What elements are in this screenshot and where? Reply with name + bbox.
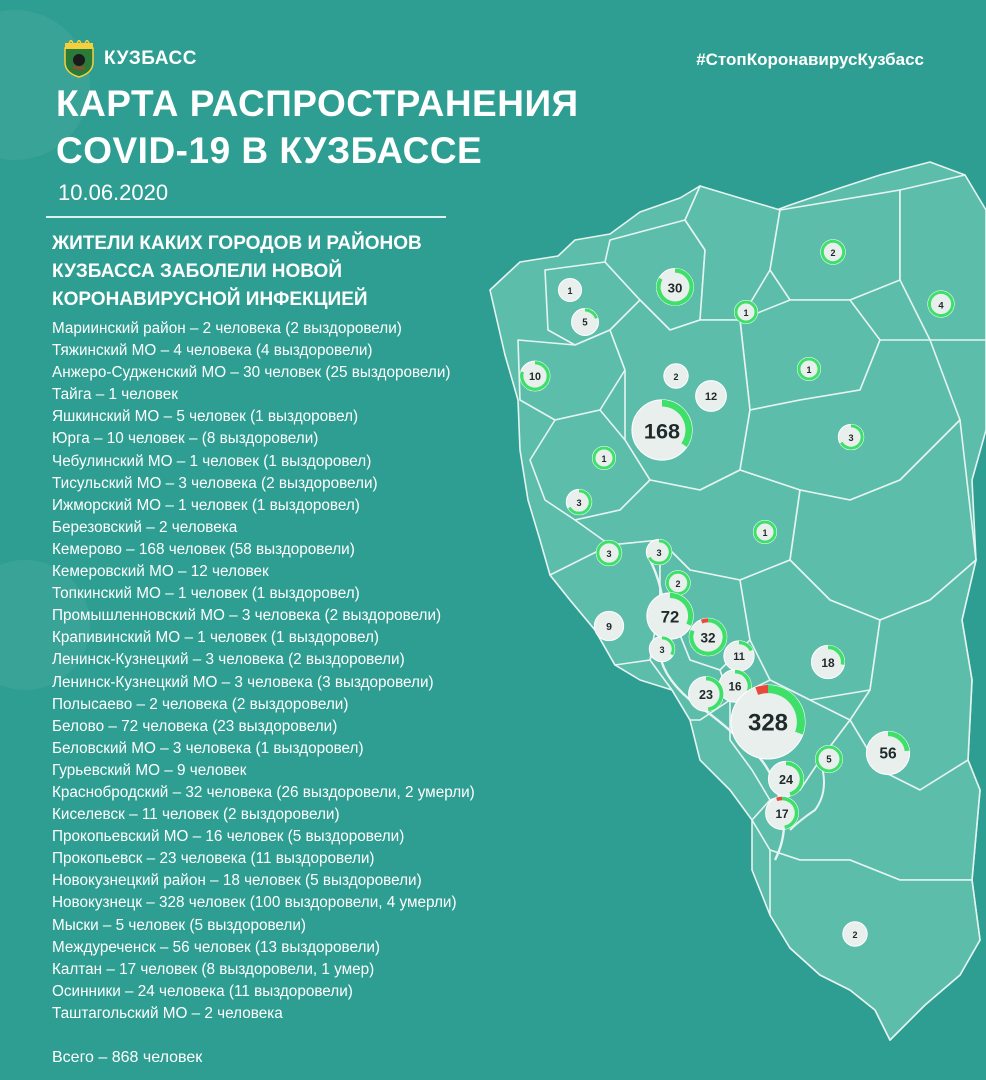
case-marker [632,400,692,460]
marker-label: 16 [728,680,742,694]
marker-label: 18 [821,656,835,670]
case-marker [647,593,693,639]
case-marker [566,489,591,514]
marker-label: 3 [848,433,854,443]
case-marker [816,746,843,773]
marker-label: 1 [567,286,573,296]
marker-label: 168 [643,418,681,444]
case-marker [596,540,621,565]
subtitle-line-3: КОРОНАВИРУСНОЙ ИНФЕКЦИЕЙ [52,289,368,310]
marker-label: 9 [606,621,612,633]
case-marker [866,731,909,774]
case-marker [768,761,803,796]
deceased-arc [777,798,782,799]
list-item: Чебулинский МО – 1 человек (1 выздоровел) [52,452,372,470]
list-item: Белово – 72 человека (23 выздоровели) [52,717,338,735]
case-marker [928,291,954,317]
marker-label: 24 [778,773,794,787]
list-item: Полысаево – 2 человека (2 выздоровели) [52,695,349,713]
marker-label: 56 [879,745,897,763]
case-marker [838,424,863,449]
list-item: Киселевск – 11 человек (2 выздоровели) [52,806,340,824]
marker-label: 3 [656,548,662,558]
list-item: Тисульский МО – 3 человека (2 выздоровели) [52,474,378,492]
marker-label: 72 [660,607,680,627]
total-cases: Всего – 868 человек [52,1049,203,1066]
report-date: 10.06.2020 [58,180,169,205]
divider [46,216,446,218]
list-item: Прокопьевск – 23 человека (11 выздоровели) [52,850,375,868]
marker-label: 2 [852,930,858,940]
case-marker [734,300,757,323]
marker-label: 4 [938,299,944,311]
marker-label: 10 [529,371,541,383]
case-marker [821,240,845,264]
list-item: Мариинский район – 2 человека (2 выздоровели) [52,320,402,337]
list-item: Яшкинский МО – 5 человек (1 выздоровел) [52,408,359,426]
list-item: Новокузнецкий район – 18 человек (5 выздоровели) [52,872,422,890]
list-item: Анжеро-Судженский МО – 30 человек (25 выздоровели) [52,364,451,382]
list-item: Таштагольский МО – 2 человека [52,1004,283,1022]
case-marker [520,361,550,391]
hashtag: #СтопКоронавирусКузбасс [696,50,924,69]
case-marker [666,571,690,595]
deceased-arc [702,620,708,621]
case-marker [689,677,724,712]
list-item: Осинники – 24 человека (11 выздоровели) [52,982,353,1000]
case-marker [657,269,694,306]
subtitle-line-1: ЖИТЕЛИ КАКИХ ГОРОДОВ И РАЙОНОВ [52,233,422,254]
marker-label: 11 [733,651,745,663]
marker-label: 23 [699,688,713,702]
case-marker [696,381,727,412]
case-marker [558,278,581,301]
list-item: Прокопьевский МО – 16 человек (5 выздоровели) [52,828,405,846]
page-title-line-2: COVID-19 В КУЗБАССЕ [56,130,483,171]
case-marker [766,797,799,830]
case-marker [843,922,867,946]
list-item: Краснобродский – 32 человека (26 выздоровели, 2 умерли) [52,783,475,801]
list-item: Юрга – 10 человек – (8 выздоровели) [52,430,319,448]
case-marker [594,611,623,640]
marker-label: 5 [826,754,832,766]
marker-label: 17 [775,807,789,821]
marker-label: 1 [743,308,749,318]
case-marker [797,357,820,380]
list-item: Беловский МО – 3 человека (1 выздоровел) [52,739,364,757]
list-item: Мыски – 5 человек (5 выздоровели) [52,916,306,934]
marker-label: 328 [747,709,789,737]
marker-label: 1 [806,365,812,375]
brand-name: КУЗБАСС [104,48,197,69]
marker-label: 1 [601,454,607,464]
marker-label: 3 [576,498,582,508]
list-item: Калтан – 17 человек (8 выздоровели, 1 умер) [52,960,375,978]
subtitle [52,230,422,314]
marker-label: 32 [700,630,716,646]
list-item: Новокузнецк – 328 человек (100 выздоровели, 4 умерли) [52,894,457,912]
list-item: Ленинск-Кузнецкий – 3 человека (2 выздоровели) [52,651,405,669]
case-marker [649,636,674,661]
marker-label: 3 [659,645,665,655]
marker-label: 30 [667,280,683,296]
marker-label: 1 [762,528,768,538]
list-item: Крапивинский МО – 1 человек (1 выздоровел) [52,629,380,647]
list-item: Гурьевский МО – 9 человек [52,761,247,779]
case-marker [811,645,844,678]
list-item: Березовский – 2 человека [52,518,238,536]
list-item: Тяжинский МО – 4 человека (4 выздоровели) [52,342,373,360]
case-marker [592,446,615,469]
case-marker [646,539,671,564]
marker-label: 5 [582,317,588,329]
list-item: Топкинский МО – 1 человек (1 выздоровел) [52,585,360,603]
region-map [470,150,986,1080]
case-marker [724,641,754,671]
deceased-arc [757,689,768,691]
list-item: Ленинск-Кузнецкий МО – 3 человека (3 выздоровели) [52,673,434,691]
case-marker [753,520,776,543]
list-item: Тайга – 1 человек [52,386,178,404]
list-item: Кемеровский МО – 12 человек [52,563,269,581]
case-marker [572,309,599,336]
page-title-line-1: КАРТА РАСПРОСТРАНЕНИЯ [56,83,579,124]
subtitle-line-2: КУЗБАССА ЗАБОЛЕЛИ НОВОЙ [52,261,342,282]
case-marker [664,364,688,388]
case-marker [689,618,727,656]
list-item: Междуреченск – 56 человек (13 выздоровели) [52,938,381,956]
kuzbass-coat-of-arms-icon [62,40,96,78]
marker-label: 2 [830,248,836,258]
marker-label: 3 [606,549,612,559]
marker-label: 2 [675,579,681,589]
list-item: Ижморский МО – 1 человек (1 выздоровел) [52,496,360,514]
marker-label: 12 [704,391,718,403]
list-item: Промышленновский МО – 3 человека (2 выздоровели) [52,607,442,625]
case-marker [731,685,805,759]
list-item: Кемерово – 168 человек (58 выздоровели) [52,540,355,558]
marker-label: 2 [673,372,679,382]
cases-list [52,318,475,1025]
